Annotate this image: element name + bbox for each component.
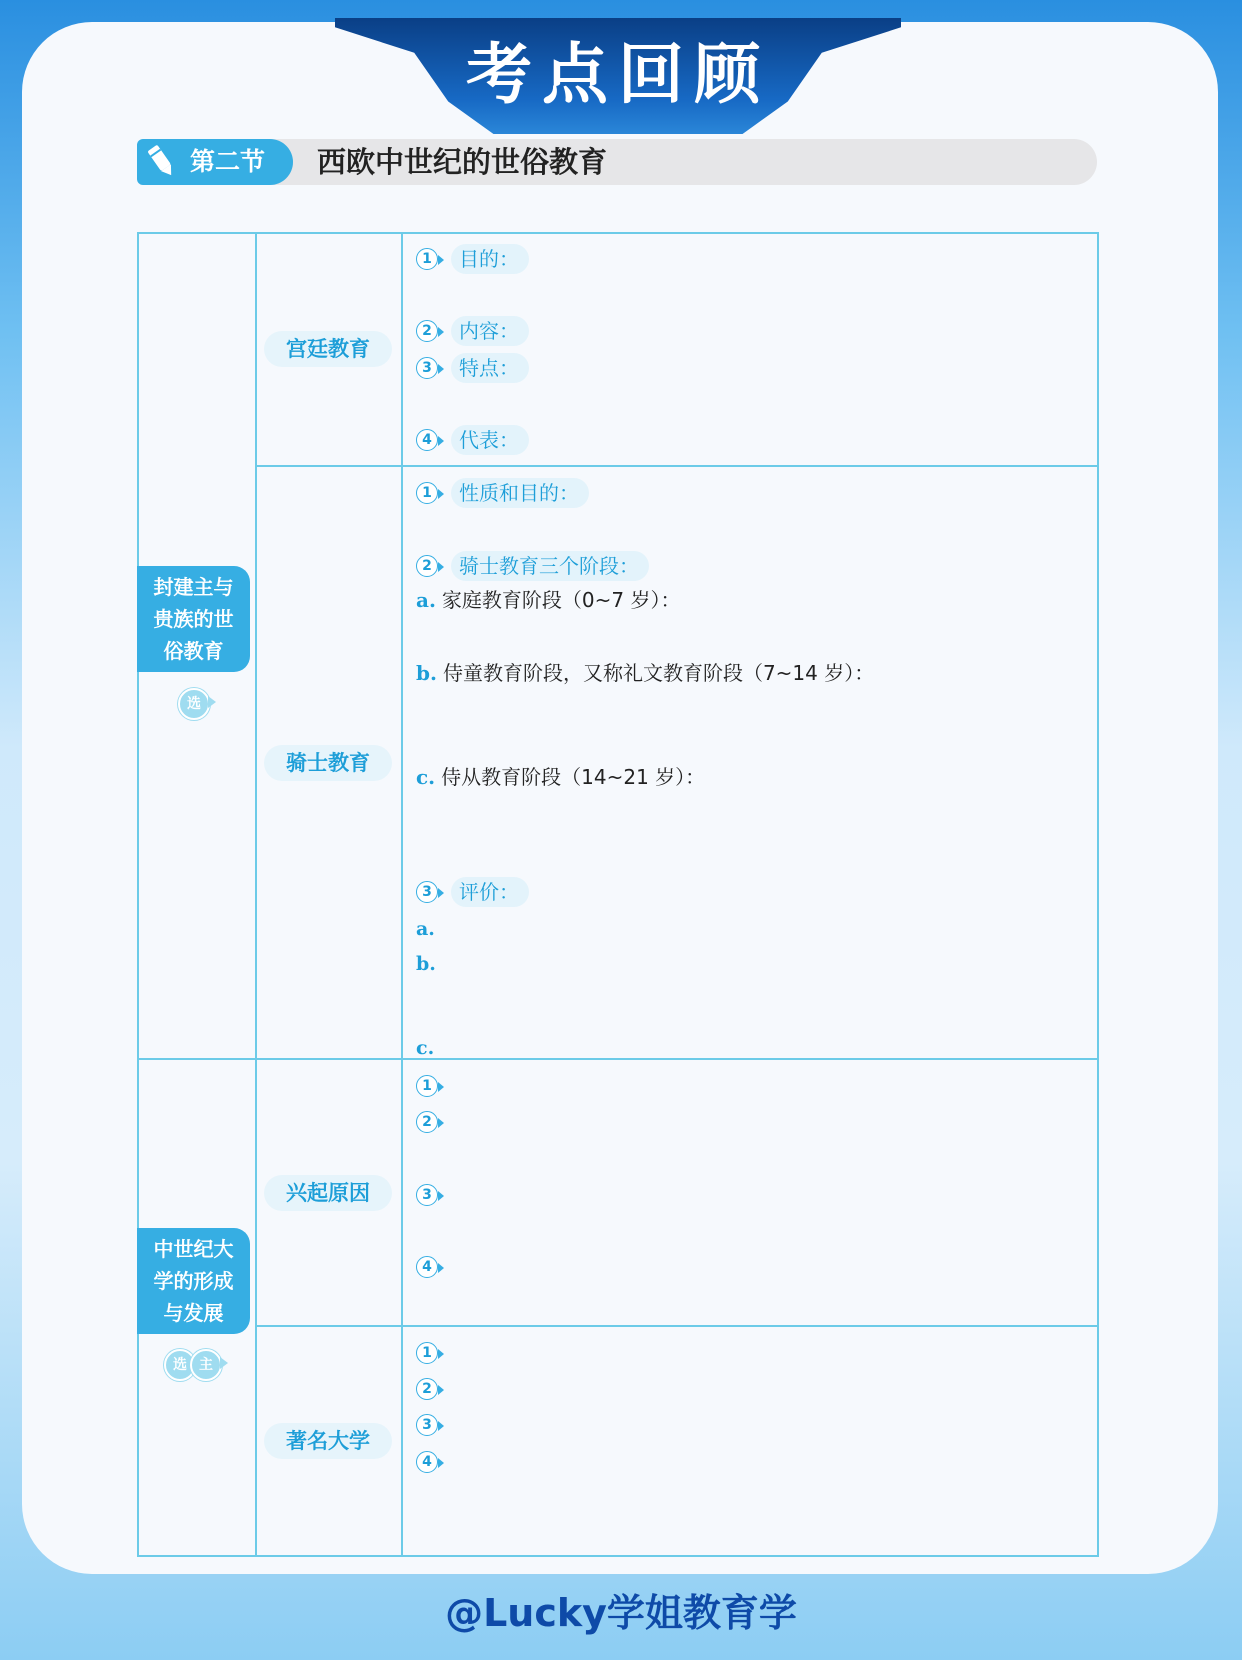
category-label: 俗教育: [163, 639, 224, 663]
badge-tail: [220, 1357, 228, 1369]
table-border-bottom: [137, 1555, 1099, 1557]
topic-knight-education: 骑士教育: [264, 745, 392, 781]
circled-number-icon: 3: [416, 881, 443, 905]
knight-item-nature: 性质和目的：: [451, 478, 589, 508]
court-item-representative: 代表：: [451, 425, 529, 455]
evaluation-letter-a: a.: [416, 918, 435, 940]
circled-number-icon: 3: [416, 1184, 443, 1208]
circled-number-icon: 3: [416, 1414, 443, 1438]
category-label: 封建主与: [153, 575, 234, 599]
badge-icon: 选: [178, 688, 210, 720]
knight-item-stages: 骑士教育三个阶段：: [451, 551, 649, 581]
knight-item-evaluation: 评价：: [451, 877, 529, 907]
table-border-top: [137, 232, 1099, 234]
court-item-features: 特点：: [451, 353, 529, 383]
table-column-divider-2: [401, 232, 403, 1557]
category-label: 贵族的世: [153, 607, 234, 631]
circled-number-icon: 3: [416, 357, 443, 381]
circled-number-icon: 1: [416, 248, 443, 272]
category-label: 学的形成: [153, 1269, 234, 1293]
badge-icon: 选: [164, 1349, 196, 1381]
evaluation-letter-b: b.: [416, 953, 436, 975]
content-card: [22, 22, 1218, 1574]
circled-number-icon: 4: [416, 1256, 443, 1280]
court-item-purpose: 目的：: [451, 244, 529, 274]
circled-number-icon: 4: [416, 429, 443, 453]
circled-number-icon: 1: [416, 1342, 443, 1366]
section-title: 西欧中世纪的世俗教育: [317, 145, 608, 179]
section-label: 第二节: [190, 147, 266, 176]
circled-number-icon: 2: [416, 1111, 443, 1135]
circled-number-icon: 2: [416, 1378, 443, 1402]
category-feudal-education: [137, 566, 250, 672]
page-title: 考点回顾: [466, 35, 770, 113]
circled-number-icon: 4: [416, 1451, 443, 1475]
category-label: 与发展: [163, 1301, 224, 1325]
circled-number-icon: 2: [416, 320, 443, 344]
knight-stage-c: c. 侍从教育阶段（14~21 岁）：: [416, 765, 706, 789]
table-row-divider: [137, 1058, 1099, 1060]
topic-rise-reasons: 兴起原因: [264, 1175, 392, 1211]
knight-stage-b: b. 侍童教育阶段，又称礼文教育阶段（7~14 岁）：: [416, 661, 875, 685]
table-row-divider: [255, 465, 1099, 467]
circled-number-icon: 1: [416, 1075, 443, 1099]
topic-court-education: 宫廷教育: [264, 331, 392, 367]
pencil-icon: [145, 143, 179, 181]
table-border-left: [137, 232, 139, 1557]
evaluation-letter-c: c.: [416, 1037, 435, 1059]
badge-icon: 主: [190, 1349, 222, 1381]
table-border-right: [1097, 232, 1099, 1557]
knight-stage-a: a. 家庭教育阶段（0~7 岁）：: [416, 588, 681, 612]
circled-number-icon: 1: [416, 482, 443, 506]
court-item-content: 内容：: [451, 316, 529, 346]
table-column-divider-1: [255, 232, 257, 1557]
table-row-divider: [255, 1325, 1099, 1327]
category-university: [137, 1228, 250, 1334]
badge-tail: [208, 696, 216, 708]
watermark: @Lucky学姐教育学: [445, 1591, 797, 1635]
circled-number-icon: 2: [416, 555, 443, 579]
topic-famous-universities: 著名大学: [264, 1423, 392, 1459]
category-label: 中世纪大: [153, 1237, 234, 1261]
